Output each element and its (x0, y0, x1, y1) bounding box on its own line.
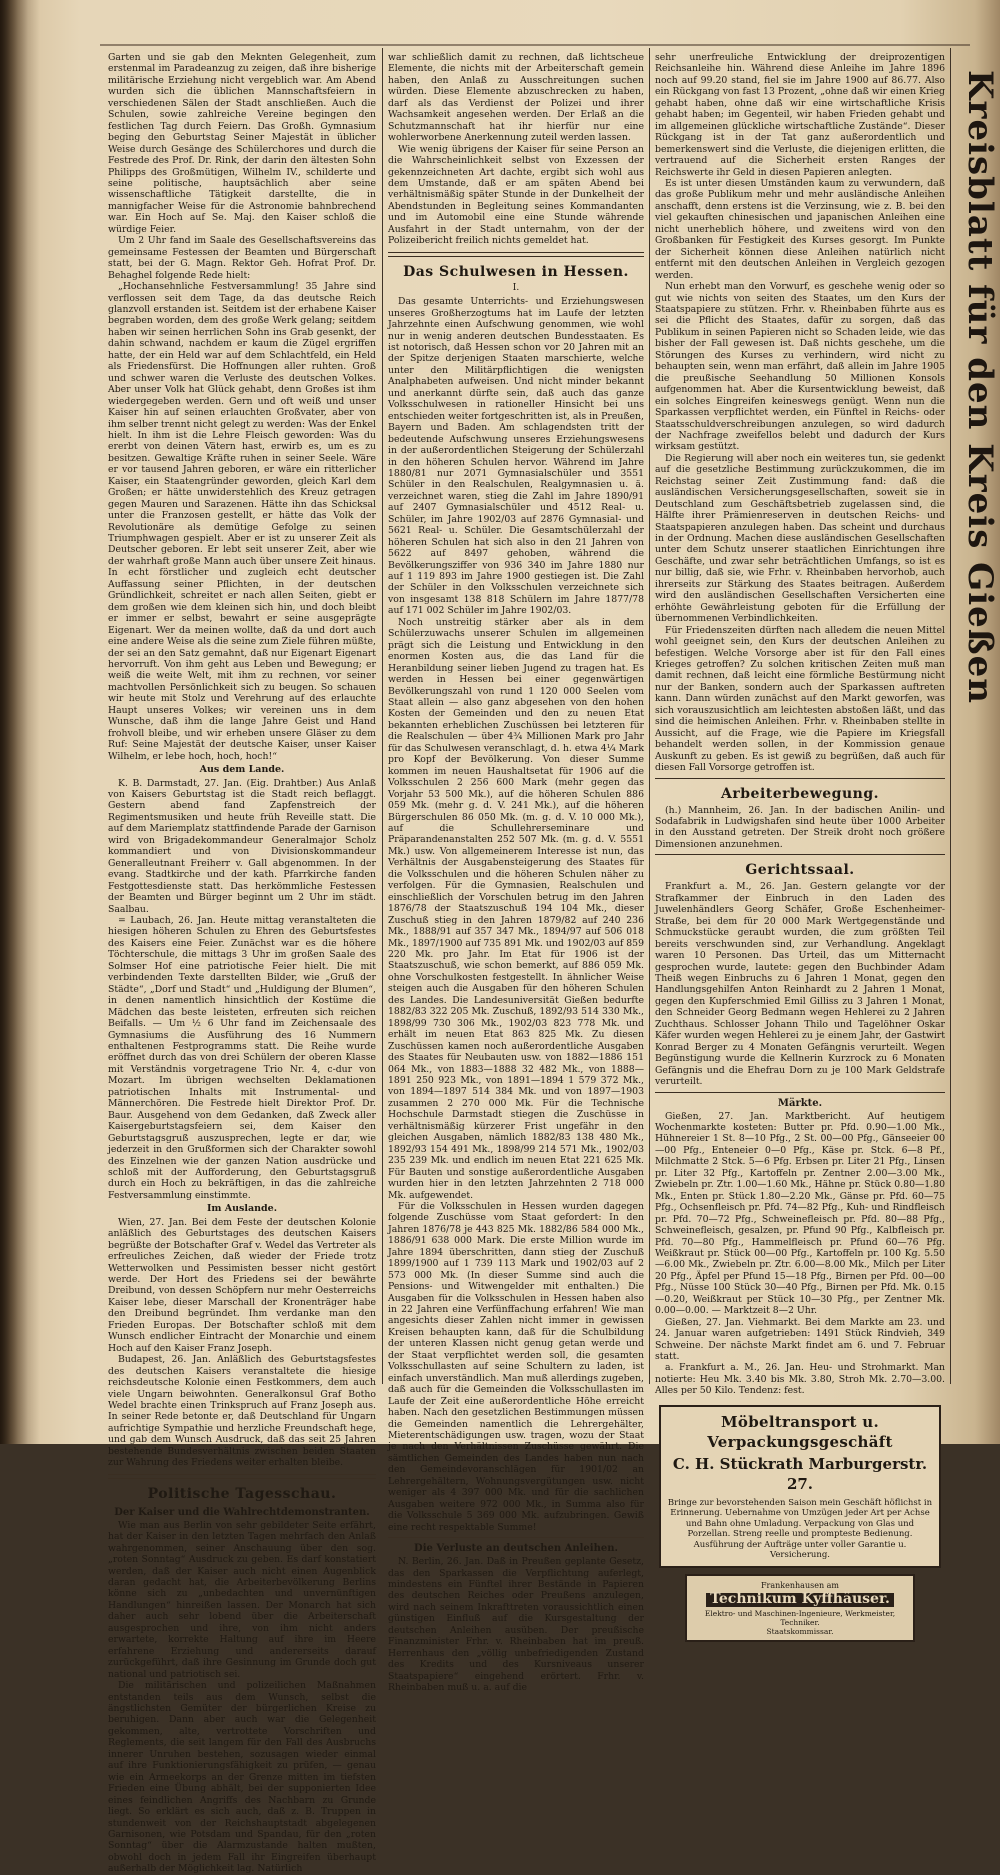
section-title-gerichtssaal: Gerichtssaal. (745, 862, 855, 879)
article-paragraph: sehr unerfreuliche Entwicklung der dreiprozentigen Reichsanleihe hin. Während diese Anleihe im Jahre 1896 noch auf 99.20 stand, fiel sie im Jahre 1900 auf 86.77. Also ein Rückgang von fast 13 Prozent, „ohne daß wir einen Krieg gehabt haben, ohne daß wir eine wirtschaftliche Krisis gehabt haben; im Gegenteil, wir haben Frieden gehabt und im allgemeinen glückliche wirtschaftliche Zustände“. Dieser Rückgang ist in der Tat ganz außerordentlich und bemerkenswert sind die Verluste, die diejenigen erlitten, die vertrauend auf die Sicherheit ersten Ranges der Reichswerte ihr Geld in diesen Papieren anlegten. (655, 52, 945, 178)
section-divider (655, 778, 945, 779)
section-title-schulwesen: Das Schulwesen in Hessen. (403, 263, 629, 280)
article-paragraph: Für Friedenszeiten dürften nach alledem die neuen Mittel wohl geeignet sein, den Kurs der deutschen Anleihen zu befestigen. Welche Vorsorge aber ist für den Fall eines Krieges getroffen? Zu solchen kritischen Zeiten muß man damit rechnen, daß leicht eine förmliche Bestürmung nicht nur der Banken, sondern auch der Sparkassen auftreten kann. Dann würden zunächst auf den Markt geworfen, was sich vorauszusichtlich am leichtesten abstoßen läßt, und das sind die heimischen Anleihen. Frhr. v. Rheinbaben stellte in Aussicht, auf die Frage, wie die Papiere im Kriegsfall behandelt werden sollen, in der Kommission genaue Auskunft zu geben. Es ist gewiß zu begrüßen, daß auch für diesen Fall Vorsorge getroffen ist. (655, 624, 945, 774)
market-report: Gießen, 27. Jan. Viehmarkt. Bei dem Markte am 23. und 24. Januar waren aufgetrieben: 1491 Stück Rindvieh, 349 Schweine. Der nächste Markt findet am 6. und 7. Februar statt. (655, 1316, 945, 1363)
advertisement-moebeltransport (659, 1405, 941, 1568)
article-paragraph: Nun erhebt man den Vorwurf, es geschehe wenig oder so gut wie nichts von seiten des Staates, um den Kurs der Staatspapiere zu stützen. Frhr. v. Rheinbaben führte aus es sei die Pflicht des Staates, dafür zu sorgen, daß das Publikum in seinen Papieren nicht so Schaden leide, wie das bisher der Fall gewesen ist. Daß nichts geschehe, um die Störungen des Kurses zu verhindern, wird nicht zu behaupten sein, wenn man erfährt, daß allein im Jahre 1905 die preußische Seehandlung 50 Millionen Konsols aufgenommen hat. Aber die Kursentwicklung beweist, daß ein solches Eingreifen keineswegs genügt. Wenn nun die Sparkassen verpflichtet werden, ein Fünftel in Reichs- oder Staatsschuldverschreibungen anzulegen, so wird dadurch der Nachfrage zweifellos belebt und dadurch der Kurs wirksam gestützt. (655, 281, 945, 453)
article-headline: Die Verluste an deutschen Anleihen. (414, 1543, 618, 1555)
section-divider (655, 854, 945, 855)
article-paragraph: Es ist unter diesen Umständen kaum zu verwundern, daß das große Publikum mehr und mehr ausländische Anleihen anschafft, denn erstens ist die Verzinsung, wie z. B. bei den viel gekauften chinesischen und japanischen Anleihen eine nicht unerheblich höhere, und zweitens wird von den Großbanken für Festigkeit des Kurses gesorgt. Im Punkte der Sicherheit können diese Anleihen natürlich nicht entfernt mit den deutschen Anleihen in Vergleich gezogen werden. (655, 177, 945, 281)
article-paragraph: Wien, 27. Jan. Bei dem Feste der deutschen Kolonie anläßlich des Geburtstages des deutschen Kaisers begrüßte der Botschafter Graf v. Wedel das Vertreter als erfreuliches Zeichen, daß wieder der Friede trotz Wetterwolken und Pessimisten besser nicht gestört werde. Der Hort des Friedens sei der bewährte Dreibund, von dessen Schöpfern nur mehr Oesterreichs Kaiser lebe, dieser Marschall der Kronenträger habe den Dreibund begründet. Ihm verdanke man den Frieden Europas. Der Botschafter schloß mit dem Wunsch endlicher Eintracht der Monarchie und einem Hoch auf den Kaiser Franz Joseph. (108, 1216, 376, 1354)
ad-headline: Technikum Kyffhäuser. (706, 1593, 894, 1606)
section-title-arbeiterbewegung: Arbeiterbewegung. (721, 785, 879, 802)
top-rule (100, 44, 970, 46)
section-heading-lande: Aus dem Lande. (199, 764, 285, 776)
masthead-vertical: Kreisblatt für den Kreis Gießen (960, 70, 1000, 704)
column-rule-1 (382, 48, 383, 1384)
ad-headline: Möbeltransport u. Verpackungsgeschäft (707, 1412, 893, 1451)
speech-paragraph: „Hochansehnliche Festversammlung! 35 Jahre sind verflossen seit dem Tage, da das deutsche Reich glanzvoll erstanden ist. Seitdem ist der erhabene Kaiser begraben worden, dem des große Werk gelang; seitdem haben wir seinen herrlichen Sohn ins Grab gesenkt, der dahin schwand, nachdem er kaum die Zügel ergriffen hatte, der ein Held war auf dem Schlachtfeld, ein Held als Friedensfürst. Die Hoffnungen aller ruhten. Groß und schwer waren die Verluste des deutschen Volkes. Aber unser Volk hat Glück gehabt, denn Großes ist ihm wiedergegeben werden. Gern und oft weiß und unser Kaiser hin auf seinen erlauchten Großvater, aber von ihm selber trennt nicht gelegt zu werden: Was der Enkel hielt. In ihm ist die Lehre Fleisch geworden: Was du ererbt von deinen Vätern hast, erwirb es, um es zu besitzen. Gewaltige Kräfte ruhen in seiner Seele. Wäre er vor tausend Jahren geboren, er wäre ein ritterlicher Kaiser, ein Staatengründer geworden, gleich Karl dem Großen; er hätte unwiderstehlich des Kreuz getragen gegen Mauren und Sarazenen. Hätte ihn das Schicksal unter die Franzosen gestellt, er hätte das Volk der Revolutionäre als demütige Gefolge zu seinen Triumphwagen gespielt. Aber er ist zu unserer Zeit als Deutscher geboren. Er lebt seit unserer Zeit, aber wie der wahrhaft große Mann auch über unsere Zeit hinaus. In echt förstlicher und zugleich echt deutscher Auffassung seiner Pflichten, in der deutschen Gründlichkeit, schreitet er nach allen Seiten, giebt er dem großen wie dem kleinen sich hin, und doch bleibt er immer er selbst, bewahrt er seine ausgeprägte Eigenart. Wer da meinen wollte, daß da und dort auch eine andere Weise als die seine zum Ziele führen müßte, der sei an den Satz gemahnt, daß nur Eigenart Eigenart hervorruft. Von ihm geht aus Leben und Bewegung; er weiß die weite Welt, mit ihm zu rechnen, vor seiner machtvollen Persönlichkeit sich zu beugen. So schauen wir heute mit Stolz und Verehrung auf des erlauchte Haupt unseres Volkes; wir vereinen uns in dem Wunsche, daß ihm die lange Jahre Geist und Hand frohvoll bleibe, und wir erheben unsere Gläser zu dem Ruf: Seine Majestät der deutsche Kaiser, unser Kaiser Wilhelm, er lebe hoch, hoch, hoch!“ (108, 281, 376, 762)
article-paragraph: Um 2 Uhr fand im Saale des Gesellschaftsvereins das gemeinsame Festessen der Beamten und Bürgerschaft statt, bei der G. Magn. Rektor Geh. Hofrat Prof. Dr. Behaghel folgende Rede hielt: (108, 235, 376, 281)
section-title-politische-tagesschau: Politische Tagesschau. (147, 1485, 337, 1502)
column-1 (108, 52, 376, 1875)
article-paragraph: Für die Volksschulen in Hessen wurden dagegen folgende Zuschüsse vom Staat gefordert: In den Jahren 1876/78 je 443 825 Mk. 1882/86 584 000 Mk., 1886/91 638 000 Mark. Die erste Million wurde im Jahre 1894 überschritten, dann stieg der Zuschuß 1899/1900 auf 1 739 113 Mark und 1902/03 auf 2 573 000 Mk. (In dieser Summe sind auch die Pensions- und Witwengelder mit enthalten.) Die Ausgaben für die Volksschulen in Hessen haben also in 22 Jahren eine Verfünffachung erfahren! Wie man angesichts dieser Zahlen nicht immer in gewissen Kreisen behaupten kann, daß für die Schulbildung der unteren Klassen nicht genug getan werde und der Staat verpflichtet werden soll, die gesamten Volksschullasten auf seine Schultern zu laden, ist einfach unverständlich. Man muß allerdings zugeben, daß auch für die Gemeinden die Volksschullasten im Laufe der Zeit eine außerordentliche Höhe erreicht haben. Nach den gesetzlichen Bestimmungen müssen die Gemeinden namentlich die Lehrergehälter, Mieterentschädigungen usw. tragen, wozu der Staat je nach den Verhältnissen Zuschüsse gewährt. Die sämtlichen Gemeinden des Landes haben nun nach den Gemeindevoranschlägen für 1901/02 an Lehrergehältern, Wohnungsvergütungen usw. nicht weniger als 4 397 000 Mk. und für die sachlichen Ausgaben weitere 972 000 Mk., in Summa also für die Volksschule 5 369 000 Mk. aufzubringen. Gewiß eine recht respektable Summe! (388, 1200, 644, 1533)
column-3 (655, 52, 945, 1636)
article-headline: Der Kaiser und die Wahlrechtdemonstranten. (114, 1506, 370, 1518)
ad-place: Frankenhausen am (761, 1580, 839, 1590)
section-heading-ausland: Im Auslande. (206, 1203, 278, 1215)
article-paragraph: (h.) Mannheim, 26. Jan. In der badischen Anilin- und Sodafabrik in Ludwigshafen sind heute über 1000 Arbeiter in den Ausstand getreten. Der Streik droht noch größere Dimensionen anzunehmen. (655, 804, 945, 850)
ad-body: Bringe zur bevorstehenden Saison mein Geschäft höflichst in Erinnerung. Uebernahme von Umzügen jeder Art per Achse und Bahn ohne Umladung. Verpackung von Glas und Porzellan. Streng reelle und prompteste Bedienung. Ausführung der Aufträge unter voller Garantie u. Versicherung. (667, 1497, 933, 1561)
section-divider (108, 1474, 376, 1479)
article-paragraph: K. B. Darmstadt, 27. Jan. (Eig. Drahtber.) Aus Anlaß von Kaisers Geburtstag ist die Stadt reich beflaggt. Gestern abend fand Zapfenstreich der Regimentsmusiken und heute früh Reveille statt. Die auf dem Mariemplatz stattfindende Parade der Garnison wird von Brigadekommandeur Generalmajor Scholz kommandiert und von Divisionskommandeur Generalleutnant Freiherr v. Gall abgenommen. In der evang. Stadtkirche und der kath. Pfarrkirche fanden Festgottesdienste statt. Das herkömmliche Festessen der Beamten und Bürger beginnt um 2 Uhr im städt. Saalbau. (108, 777, 376, 915)
section-title-maerkte: Märkte. (777, 1097, 823, 1109)
section-divider (655, 1092, 945, 1093)
ad-footer: Staatskommissar. (766, 1626, 834, 1636)
article-paragraph: Wie wenig übrigens der Kaiser für seine Person an die Wahrscheinlichkeit selbst von Exzessen der gekennzeichneten Art dachte, ergibt sich wohl aus dem Umstande, daß er am späten Abend bei verhältnismäßig später Stunde in der Dunkelheit der Abendstunden in Begleitung seines Kommandanten und im Automobil eine eine Stunde währende Ausfahrt in der Stadt unternahm, von der der Polizeibericht freilich nichts gemeldet hat. (388, 143, 644, 247)
market-report: a. Frankfurt a. M., 26. Jan. Heu- und Strohmarkt. Man notierte: Heu Mk. 3.40 bis Mk. 3.80, Stroh Mk. 2.70—3.00. Alles per 50 Kilo. Tendenz: fest. (655, 1362, 945, 1397)
article-paragraph: Frankfurt a. M., 26. Jan. Gestern gelangte vor der Strafkammer der Einbruch in den Laden des Juwelenhändlers Georg Schäfer, Große Eschenheimer-Straße, bei dem für 20 000 Mark Wertgegenstände und Schmuckstücke geraubt wurden, die zum größten Teil bereits verschwunden sind, zur Verhandlung. Angeklagt waren 10 Personen. Das Urteil, das um Mitternacht gesprochen wurde, lautete: gegen den Buchbinder Adam Theiß wegen Einbruchs zu 6 Jahren 1 Monat, gegen den Handlungsgehilfen Anton Reinhardt zu 2 Jahren 1 Monat, gegen den Kupferschmied Emil Gilliss zu 3 Jahren 1 Monat, den Schneider Georg Bedmann wegen Hehlerei zu 2 Jahren Zuchthaus. Schlosser Johann Thilo und Tagelöhner Oskar Käfer wurden wegen Hehlerei zu je einem Jahr, der Gastwirt Konrad Berger zu 4 Monaten Gefängnis verurteilt. Wegen Begünstigung wurde die Kellnerin Kurzrock zu 6 Monaten Gefängnis und die Ehefrau Dorn zu je 100 Mark Geldstrafe verurteilt. (655, 881, 945, 1088)
article-paragraph: Budapest, 26. Jan. Anläßlich des Geburtstagsfestes des deutschen Kaisers veranstaltete die hiesige reichsdeutsche Kolonie einen Festkommers, dem auch viele Ungarn beiwohnten. Generalkonsul Graf Botho Wedel brachte einen Trinkspruch auf Franz Joseph aus. In seiner Rede betonte er, daß Deutschland für Ungarn aufrichtige Sympathie und herzliche Freundschaft hege, und gab dem Wunsch Ausdruck, daß das seit 25 Jahren bestehende Bundesverhältnis zwischen beiden Staaten zur Wahrung des Friedens weiter erhalten bleibe. (108, 1354, 376, 1469)
binding-shadow (0, 0, 40, 1444)
article-paragraph: Das gesamte Unterrichts- und Erziehungswesen unseres Großherzogtums hat im Laufe der letzten Jahrzehnte einen Aufschwung genommen, wie wohl nur in wenig anderen deutschen Bundesstaaten. Es ist notorisch, daß Hessen schon vor 20 Jahren mit an der Spitze derjenigen Staaten marschierte, welche unter den Militärpflichtigen die wenigsten Analphabeten aufweisen. Und nicht minder bekannt und anerkannt dürfte sein, daß auch das ganze Volksschulwesen in rationeller Hinsicht bei uns entschieden weiter fortgeschritten ist, als in Preußen, Bayern und Baden. Am schlagendsten tritt der bedeutende Aufschwung unseres Erziehungswesens in der außerordentlichen Steigerung der Schülerzahl in den höheren Schulen hervor. Während im Jahre 1880/81 nur 2071 Gymnasialschüler und 3551 Schüler in den Realschulen, Realgymnasien u. ä. verzeichnet waren, stieg die Zahl im Jahre 1890/91 auf 2407 Gymnasialschüler und 4512 Real- u. Schüler, im Jahre 1902/03 auf 2876 Gymnasial- und 5621 Real- u. Schüler. Die Gesamtschülerzahl der höheren Schulen hat sich also in den 21 Jahren von 5622 auf 8497 gehoben, während die Bevölkerungsziffer von 936 340 im Jahre 1880 nur auf 1 119 893 im Jahre 1900 gestiegen ist. Die Zahl der Schüler in den Volksschulen verzeichnete sich von insgesamt 138 818 Schülern im Jahre 1877/78 auf 171 002 Schüler im Jahre 1902/03. (388, 296, 644, 617)
advertisement-technikum (685, 1574, 915, 1642)
column-2 (388, 52, 644, 1694)
article-paragraph: N. Berlin, 26. Jan. Daß in Preußen geplante Gesetz, das den Sparkassen die Verpflichtung auferlegt, mindestens ein Fünftel ihrer Bestände in Papieren des deutschen Reiches oder Preußens anzulegen, wird nach seinem Inkrafttreten voraussichtlich einen günstigen Einfluß auf die Kursgestaltung der deutschen Anleihen ausüben. Der preußische Finanzminister Frhr. v. Rheinbaben hat im preuß. Herrenhaus den „völlig unbefriedigenden Zustand des Kredits und des Kursniveaus unserer Staatspapiere“ eingehend erörtert. Frhr. v. Rheinbaben muß u. a. auf die (388, 1556, 644, 1694)
article-paragraph: = Laubach, 26. Jan. Heute mittag veranstalteten die hiesigen höheren Schulen zu Ehren des Geburtsfestes des Kaisers eine Feier. Zunächst war es die höhere Töchterschule, die mittags 3 Uhr im großen Saale des Solmser Hof eine patriotische Feier hielt. Die mit verbindenden Texte darstellten Bilder, wie „Gruß der Städte“, „Dorf und Stadt“ und „Huldigung der Blumen“, in denen namentlich hinsichtlich der Kostüme die Mädchen das beste leisteten, erfreuten sich reichen Beifalls. — Um ½ 6 Uhr fand im Zeichensaale des Gymnasiums die Ausführung des 16 Nummern enthaltenen Festprogramms statt. Die Reihe wurde eröffnet durch das von drei Schülern der oberen Klasse mit Verständnis vorgetragene Trio Nr. 4, c-dur von Mozart. Im übrigen wechselten Deklamationen patriotischen Inhalts mit Instrumental- und Männerchören. Die Festrede hielt Direktor Prof. Dr. Baur. Ausgehend von dem Gedanken, daß Zweck aller Kaisergeburtstagsfeiern sei, dem Kaiser den Geburtstagsgruß auszusprechen, legte er dar, wie jederzeit in den Grußformen sich der Charakter sowohl des Einzelnen wie der ganzen Nation ausdrücke und schloß mit der Aufforderung, den Geburtstagsgruß durch ein Hoch zu bekräftigen, in das die zahlreiche Festversammlung einstimmte. (108, 914, 376, 1201)
article-paragraph: Garten und sie gab den Meknten Gelegenheit, zum erstenmal im Paradeanzug zu zeigen, daß ihre bisherige militärische Erziehung nicht vergeblich war. Am Abend wurden sich die üblichen Mannschaftsfeiern in verschiedenen Sälen der Stadt anschließen. Auch die Schulen, sowie zahlreiche Vereine begingen den festlichen Tag durch Feiern. Das Großh. Gymnasium beging den Geburtstag Seiner Majestät in üblicher Weise durch Gesänge des Schülerchores und durch die Festrede des Prof. Dr. Rink, der darin den ältesten Sohn Philipps des Großmütigen, Wilhelm IV., schilderte und seine politische, hauptsächlich aber seine wissenschaftliche Tätigkeit darstellte, die in mannigfacher Weise für die Astronomie bahnbrechend war. Ein Hoch auf Se. Maj. den Kaiser schloß die würdige Feier. (108, 52, 376, 235)
article-paragraph: war schließlich damit zu rechnen, daß lichtscheue Elemente, die nichts mit der Arbeiterschaft gemein haben, den Anlaß zu Ausschreitungen suchen würden. Diese Elemente abzuschrecken zu haben, darf als das Verdienst der Polizei und ihrer Wachsamkeit angesehen werden. Der Erlaß an die Schutzmannschaft hat ihr hierfür nur eine wohlerworbene Anerkennung zuteil werden lassen. (388, 52, 644, 144)
article-paragraph: Die militärischen und polizeilichen Maßnahmen entstanden teils aus dem Wunsch, selbst die ängstlichsten Gemüter der bürgerlichen Kreise zu beruhigen. Dann aber auch war die Gelegenheit gekommen, alte, vertrottete Vorschriften und Reglements, die seit langem für den Fall des Ausbruchs innerer Unruhen bestehen, sozusagen wieder einmal auf ihre Funktionierungsfähigkeit zu prüfen, — genau wie ein Armeekorps an der Grenze mitten im tiefsten Frieden eine Übung abhält, bei der supponierten Idee eines feindlichen Angriffs des Nachbarn zu Grunde liegt. So erklärt es sich auch, daß z. B. Truppen in stundenweit von der Reichshauptstadt abgelegenen Garnisonen, wie Potsdam und Spandau, für den „roten Sonntag“ über die Alarmzustande halten mußten, obwohl doch in jedem Fall ihr Eingreifen überhaupt außerhalb der Möglichkeit lag. Natürlich (108, 1680, 376, 1875)
part-number: I. (512, 282, 520, 293)
ad-company: C. H. Stückrath Marburgerstr. 27. (672, 1454, 928, 1493)
section-divider (388, 252, 644, 257)
market-report: Gießen, 27. Jan. Marktbericht. Auf heutigem Wochenmarkte kosteten: Butter pr. Pfd. 0.90—1.00 Mk., Hühnereier 1 St. 8—10 Pfg., 2 St. 00—00 Pfg., Gänseeier 00—00 Pfg., Enteneier 0—0 Pfg., Käse pr. Stck. 6—8 Pf., Milchmatte 2 Stck. 5—6 Pfg. Erbsen pr. Liter 21 Pfg., Linsen pr. Liter 32 Pfg., Kartoffeln pr. Zentner 2.00—3.00 Mk., Zwiebeln pr. Ztr. 1.00—1.60 Mk., Hähne pr. Stück 0.80—1.80 Mk., Enten pr. Stück 1.80—2.20 Mk., Gänse pr. Pfd. 60—75 Pfg., Ochsenfleisch pr. Pfd. 74—82 Pfg., Kuh- und Rindfleisch pr. Pfd. 70—72 Pfg., Schweinefleisch pr. Pfd. 80—88 Pfg., Schweinefleisch, gesalzen, pr. Pfund 90 Pfg., Kalbfleisch pr. Pfd. 70—80 Pfg., Hammelfleisch pr. Pfund 60—76 Pfg. Weißkraut pr. Stück 00—00 Pfg., Kartoffeln pr. 100 Kg. 5.50—6.00 Mk., Zwiebeln pr. Ztr. 6.00—8.00 Mk., Milch per Liter 20 Pfg., Äpfel per Pfund 15—18 Pfg., Birnen per Pfd. 00—00 Pfg., Nüsse 100 Stück 30—40 Pfg., Birnen per Pfd. Mk. 0.15—0.20, Weißkraut per Stück 10—30 Pfg., per Zentner Mk. 0.00—0.00. — Marktzeit 8—2 Uhr. (655, 1110, 945, 1317)
article-paragraph: Noch unstreitig stärker aber als in dem Schülerzuwachs unserer Schulen im allgemeinen prägt sich die Leistung und Entwicklung in den enormen Kosten aus, die das Land für die Heranbildung seiner lieben Jugend zu tragen hat. Es werden in Hessen bei einer gegenwärtigen Bevölkerungszahl von rund 1 120 000 Seelen vom Staat allein — also ganz abgesehen von den hohen Kosten der Gemeinden und den zu neuen Etat bekannten erheblichen Zuschüssen bei letzteren für die Realschulen — über 4¾ Millionen Mark pro Jahr für das Schulwesen veranschlagt, d. h. etwa 4¼ Mark pro Kopf der Bevölkerung. Von dieser Summe kommen im neuen Haushaltsetat für 1906 auf die Volksschulen 2 256 600 Mark (mehr gegen das Vorjahr 53 500 Mk.), auf die höheren Schulen 886 059 Mk. (mehr g. d. V. 241 Mk.), auf die höheren Bürgerschulen 86 050 Mk. (m. g. d. V. 10 000 Mk.), auf die Schullehrerseminare und Präparandenanstalten 252 507 Mk. (m. g. d. V. 5551 Mk.) usw. Von allgemeinerem Interesse ist nun, das Verhältnis der Ausgabensteigerung des Staates für die Volksschulen und die höheren Schulen näher zu verfolgen. Für die Gymnasien, Realschulen und einschließlich der Vorschulen betrug im den Jahren 1876/78 der Staatszuschuß 194 104 Mk., dieser Zuschuß stieg in den Jahren 1879/82 auf 240 236 Mk., 1888/91 auf 357 347 Mk., 1894/97 auf 506 018 Mk., 1897/1900 auf 735 891 Mk. und 1902/03 auf 859 220 Mk. pro Jahr. Im Etat für 1906 ist der Staatszuschuß, wie schon bemerkt, auf 886 059 Mk. ohne Vorschulkosten festgestellt. In ähnlicher Weise steigen auch die Ausgaben für den höheren Schulen des Landes. Die Landesuniversität Gießen bedurfte 1882/83 322 205 Mk. Zuschuß, 1892/93 514 330 Mk., 1898/99 730 306 Mk., 1902/03 823 778 Mk. und erhält im neuen Etat 863 825 Mk. Zu diesen Zuschüssen kamen noch außerordentliche Ausgaben des Staates für Neubauten usw. von 1882—1886 151 064 Mk., von 1883—1888 32 482 Mk., von 1888—1891 250 923 Mk., von 1891—1894 1 579 372 Mk., von 1894—1897 514 384 Mk. und von 1897—1903 zusammen 2 270 000 Mk. Für die Technische Hochschule Darmstadt stiegen die Zuschüsse in verhältnismäßig kürzerer Frist ungefähr in den gleichen Ausgaben, nämlich 1882/83 138 480 Mk., 1892/93 154 491 Mk., 1898/99 214 571 Mk., 1902/03 235 239 Mk. und endlich im neuen Etat 221 625 Mk. Für Bauten und sonstige außerordentliche Ausgaben wurden hier in den letzten Jahrzehnten 2 718 000 Mk. aufgewendet. (388, 616, 644, 1201)
column-rule-2 (649, 48, 650, 1384)
adjacent-page-edge (950, 640, 1000, 1440)
ad-body: Elektro- und Maschinen-Ingenieure, Werkmeister, Techniker. (704, 1608, 896, 1627)
article-paragraph: Die Regierung will aber noch ein weiteres tun, sie gedenkt auf die gesetzliche Bestimmung zurückzukommen, die im Reichstag seiner Zeit Zustimmung fand: daß die ausländischen Versicherungsgesellschaften, soweit sie in Deutschland zum Geschäftsbetrieb zugelassen sind, die Hälfte ihrer Prämienreserven in deutschen Reichs- und Staatspapieren anzulegen haben. Das scheint und durchaus in der Ordnung. Machen diese ausländischen Gesellschaften unter dem Schutz unserer staatlichen Einrichtungen ihre Geschäfte, und zwar sehr beträchtlichen Umfangs, so ist es nur billig, daß sie, wie Frhr. v. Rheinbaben hervorhob, auch ihrerseits zur Stärkung des Staates beitragen. Außerdem wird den ausländischen Gesellschaften Versicherten eine erhöhte Gewährleistung geboten für die Erfüllung der übernommenen Verbindlichkeiten. (655, 452, 945, 625)
section-divider (388, 1537, 644, 1538)
article-paragraph: Wie man aus Berlin von sehr gebildeter Seite erfährt, hat der Kaiser in den letzten Tagen mehrfach den Anlaß wahrgenommen, seiner Anschauung über den sog. „roten Sonntag“ Ausdruck zu geben. Es darf konstatiert werden, daß der Kaiser auch nicht einen Augenblick daran gedacht hat, die Arbeiterbevölkerung Berlins könne sich zu „unbedachten und unvernünftigen Handlungen“ hinreißen lassen. Der Monarch hat sich daher auch sehr lobend über die Arbeiterschaft ausgesprochen und ihre, von ihm nicht anders erwartete, korrekte Haltung auf ihre im Heere erfahrene Erziehung und andererseits darauf zurückgeführt, daß ihre Gesinnung im Grunde doch gut national und patriotisch sei. (108, 1519, 376, 1680)
